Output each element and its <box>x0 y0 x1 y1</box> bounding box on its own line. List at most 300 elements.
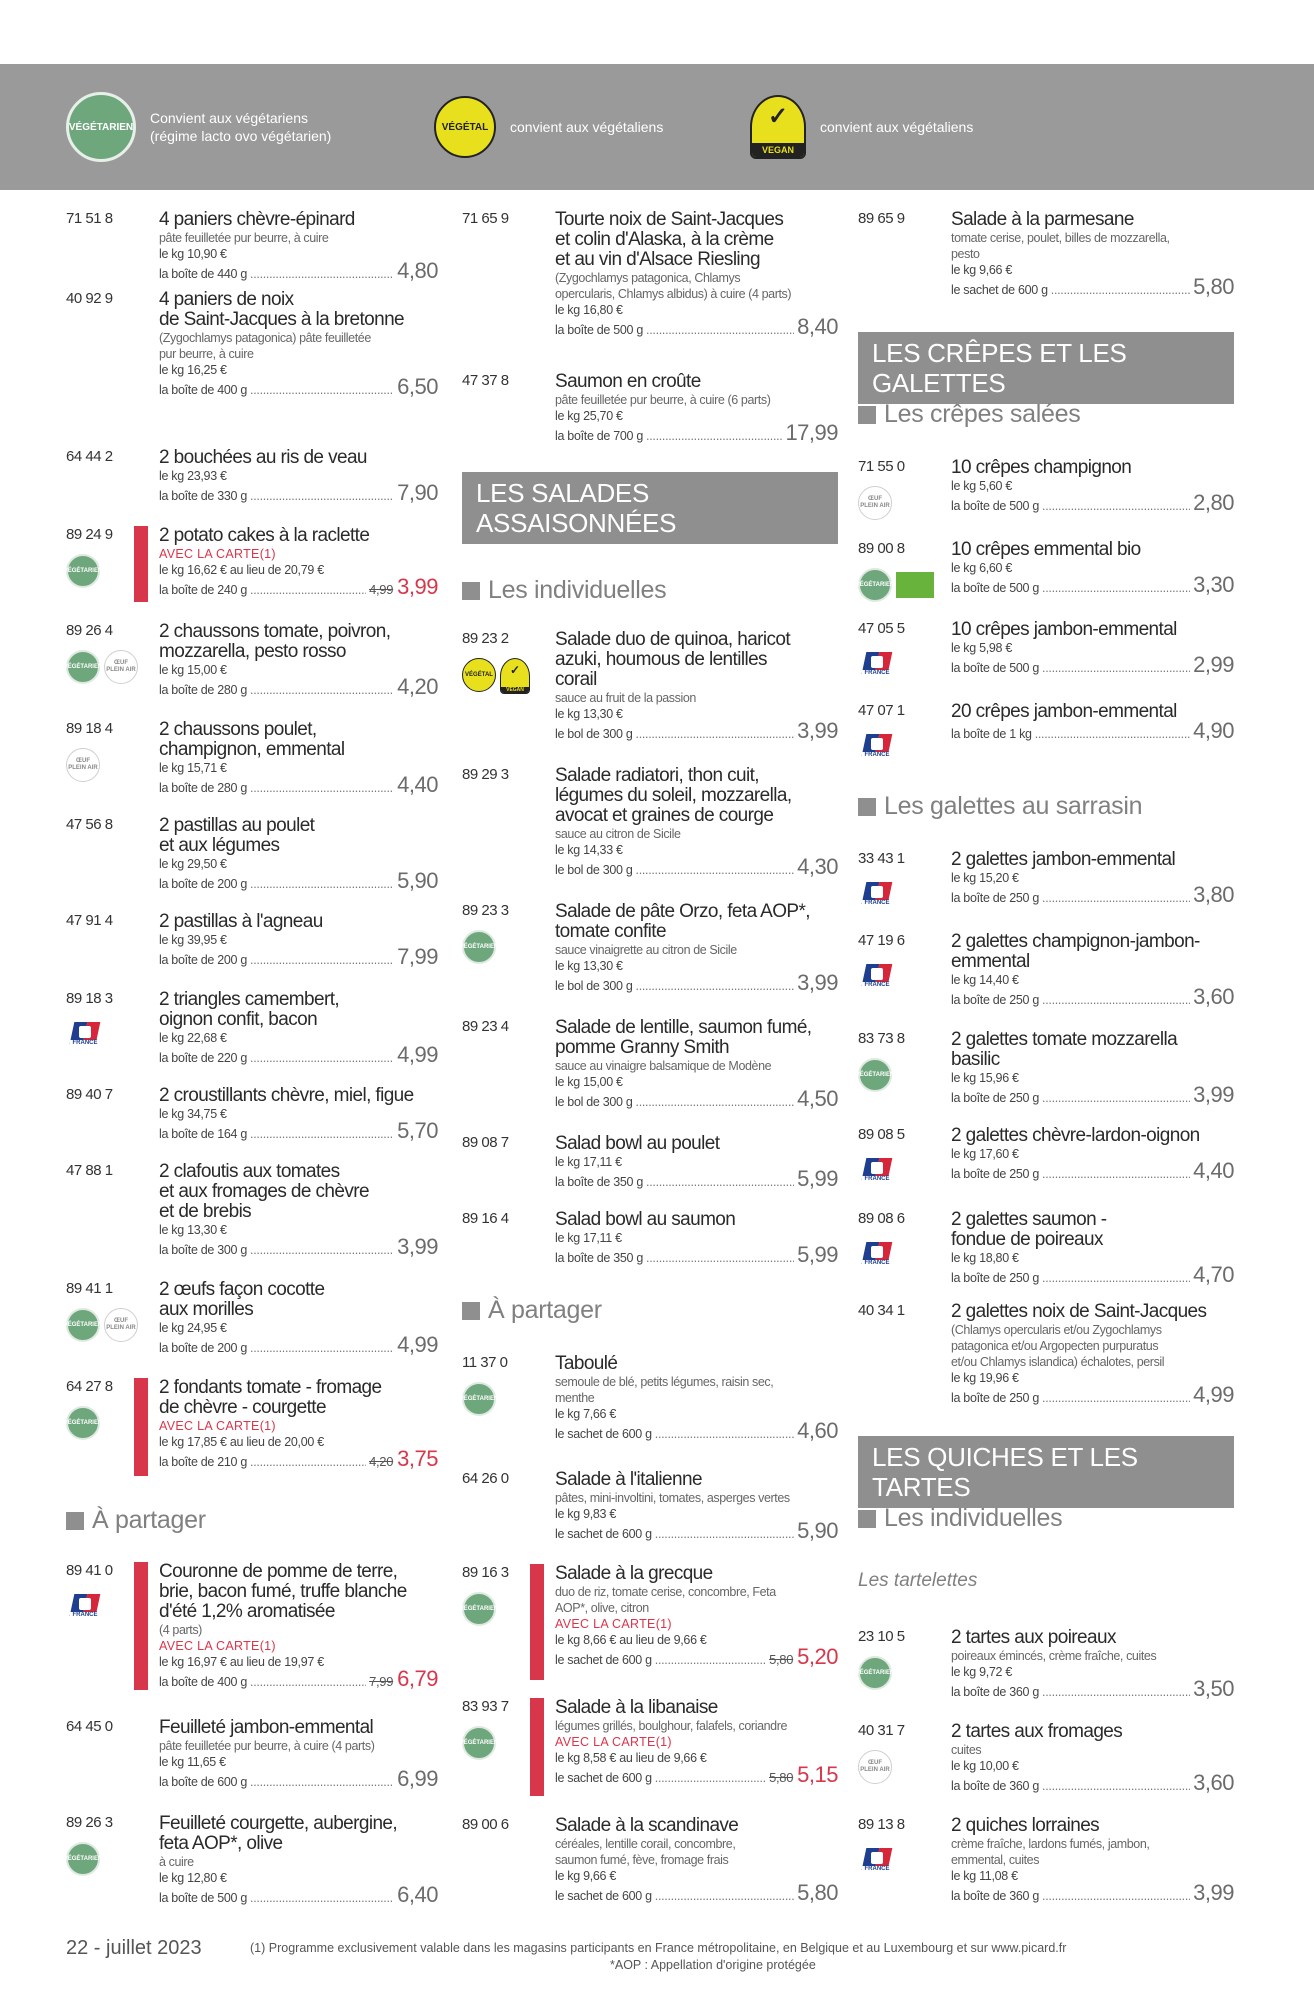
made-in-france-icon: FRANCE <box>858 1154 896 1188</box>
price-per-kg: le kg 15,00 € <box>159 663 227 677</box>
product-details <box>555 1134 838 1191</box>
loyalty-card-promo: AVEC LA CARTE(1) <box>159 547 276 561</box>
product-name: Salade de pâte Orzo, feta AOP*, <box>555 901 810 922</box>
product-price: 4,20 <box>397 674 438 699</box>
product-name: 10 crêpes champignon <box>951 457 1132 478</box>
dot-leader <box>1042 1683 1190 1701</box>
price-line <box>951 274 1234 299</box>
product-code: 89 24 9 <box>66 526 113 543</box>
price-per-kg: le kg 5,98 € <box>951 641 1013 655</box>
product-price: 4,90 <box>1193 718 1234 743</box>
price-line <box>555 1086 838 1111</box>
product-name: 2 quiches lorraines <box>951 1815 1100 1836</box>
product-details <box>951 1126 1234 1183</box>
dot-leader <box>250 381 394 399</box>
dot-leader <box>1042 1389 1190 1407</box>
product-code: 47 56 8 <box>66 816 113 833</box>
price-line <box>159 944 438 969</box>
price-per-kg: le kg 16,25 € <box>159 363 227 377</box>
product-price: 3,60 <box>1193 1770 1234 1795</box>
package-size: la boîte de 360 g <box>951 1685 1040 1699</box>
vegan-icon: ✓ VEGAN <box>500 658 530 694</box>
product-description: et/ou Chlamys islandica) échalotes, persil <box>951 1355 1165 1369</box>
product-code: 89 08 6 <box>858 1210 905 1227</box>
product-badges <box>855 1058 895 1092</box>
product-details <box>555 1816 838 1905</box>
price-line <box>951 1382 1234 1407</box>
made-in-france-icon: FRANCE <box>858 878 896 912</box>
product-price: 3,30 <box>1193 572 1234 597</box>
price-per-kg: le kg 22,68 € <box>159 1031 227 1045</box>
package-size: la boîte de 280 g <box>159 683 248 697</box>
legend-vegetarian <box>66 64 331 190</box>
package-size: la boîte de 200 g <box>159 953 248 967</box>
made-in-france-icon: FRANCE <box>66 1018 104 1052</box>
package-size: la boîte de 250 g <box>951 1167 1040 1181</box>
dot-leader <box>1042 497 1190 515</box>
product-code: 71 65 9 <box>462 210 509 227</box>
price-line <box>159 1234 438 1259</box>
product-description: patagonica et/ou Argopecten purpuratus <box>951 1339 1159 1353</box>
egg-free-range-icon: ŒUF PLEIN AIR <box>66 748 100 782</box>
product-name: 2 croustillants chèvre, miel, figue <box>159 1085 414 1106</box>
product-name: champignon, emmental <box>159 739 345 760</box>
product-details <box>159 990 438 1067</box>
price-per-kg: le kg 16,62 € au lieu de 20,79 € <box>159 563 324 577</box>
product-price: 3,99 <box>1193 1082 1234 1107</box>
product-badges <box>858 1238 896 1272</box>
price-per-kg: le kg 11,08 € <box>951 1869 1018 1883</box>
product-details <box>159 526 438 599</box>
package-size: la boîte de 250 g <box>951 891 1040 905</box>
product-badges <box>858 648 896 682</box>
product-description: pâte feuilletée pur beurre, à cuire <box>159 231 329 245</box>
product-details <box>555 210 838 339</box>
dot-leader <box>636 725 795 743</box>
package-size: la boîte de 500 g <box>159 1891 248 1905</box>
price-line <box>159 1332 438 1357</box>
product-name: pomme Granny Smith <box>555 1037 729 1058</box>
product-description: opercularis, Chlamys albidus) à cuire (4 parts) <box>555 287 792 301</box>
price-line <box>555 1644 838 1669</box>
product-description: pâte feuilletée pur beurre, à cuire (4 parts) <box>159 1739 375 1753</box>
product-name: Salade duo de quinoa, haricot <box>555 629 791 650</box>
product-name: 2 œufs façon cocotte <box>159 1279 325 1300</box>
square-bullet-icon <box>858 1510 876 1528</box>
dot-leader <box>655 1525 794 1543</box>
product-price: 5,99 <box>797 1166 838 1191</box>
dot-leader <box>1051 281 1190 299</box>
product-name: basilic <box>951 1049 1000 1070</box>
product-badges <box>462 658 530 694</box>
product-name: et colin d'Alaska, à la crème <box>555 229 774 250</box>
product-name: de chèvre - courgette <box>159 1397 326 1418</box>
package-size: la boîte de 210 g <box>159 1455 248 1469</box>
promo-marker <box>530 1698 544 1796</box>
square-bullet-icon <box>462 582 480 600</box>
package-size: la boîte de 240 g <box>159 583 248 597</box>
product-price: 4,70 <box>1193 1262 1234 1287</box>
product-name: 2 chaussons tomate, poivron, <box>159 621 391 642</box>
product-name: 2 pastillas à l'agneau <box>159 911 323 932</box>
product-code: 89 26 4 <box>66 622 113 639</box>
price-line <box>555 1418 838 1443</box>
egg-free-range-icon: ŒUF PLEIN AIR <box>858 486 892 520</box>
product-badges <box>858 960 896 994</box>
product-name: Saumon en croûte <box>555 371 701 392</box>
loyalty-card-promo: AVEC LA CARTE(1) <box>159 1419 276 1433</box>
dot-leader <box>250 875 394 893</box>
price-line <box>555 420 838 445</box>
legend-vegetal <box>434 64 663 190</box>
price-per-kg: le kg 9,66 € <box>951 263 1013 277</box>
product-code: 89 08 5 <box>858 1126 905 1143</box>
dot-leader <box>250 1125 394 1143</box>
price-per-kg: le kg 7,66 € <box>555 1407 617 1421</box>
product-badges <box>63 1308 138 1342</box>
product-price: 6,50 <box>397 374 438 399</box>
old-price: 4,20 <box>369 1454 394 1469</box>
old-price: 7,99 <box>369 1674 394 1689</box>
product-price: 3,99 <box>797 970 838 995</box>
package-size: la boîte de 500 g <box>951 499 1040 513</box>
subsection-heading <box>858 1504 1062 1533</box>
product-code: 47 07 1 <box>858 702 905 719</box>
package-size: le sachet de 600 g <box>951 283 1048 297</box>
dot-leader <box>1042 991 1190 1009</box>
product-code: 89 16 4 <box>462 1210 509 1227</box>
product-code: 89 29 3 <box>462 766 509 783</box>
package-size: la boîte de 350 g <box>555 1175 644 1189</box>
product-code: 47 88 1 <box>66 1162 113 1179</box>
price-line <box>159 1118 438 1143</box>
product-name: 10 crêpes emmental bio <box>951 539 1141 560</box>
product-description: céréales, lentille corail, concombre, <box>555 1837 736 1851</box>
price-line <box>555 1242 838 1267</box>
product-price: 3,50 <box>1193 1676 1234 1701</box>
price-per-kg: le kg 19,96 € <box>951 1371 1019 1385</box>
product-name: Salade à l'italienne <box>555 1469 702 1490</box>
subsection-subheading: Les tartelettes <box>858 1570 978 1591</box>
product-details <box>159 622 438 699</box>
product-description: crème fraîche, lardons fumés, jambon, <box>951 1837 1150 1851</box>
product-description: sauce au vinaigre balsamique de Modène <box>555 1059 772 1073</box>
price-line <box>555 1762 838 1787</box>
product-description: menthe <box>555 1391 595 1405</box>
subsection-heading-label: Les individuelles <box>488 576 667 604</box>
product-name: et aux fromages de chèvre <box>159 1181 369 1202</box>
package-size: la boîte de 250 g <box>951 1091 1040 1105</box>
price-per-kg: le kg 5,60 € <box>951 479 1013 493</box>
vegetarian-icon: VÉGÉTARIEN <box>462 1592 496 1626</box>
product-name: 2 galettes chèvre-lardon-oignon <box>951 1125 1200 1146</box>
product-price: 6,99 <box>397 1766 438 1791</box>
product-price: 6,40 <box>397 1882 438 1907</box>
product-code: 64 27 8 <box>66 1378 113 1395</box>
dot-leader <box>250 1049 394 1067</box>
product-description: duo de riz, tomate cerise, concombre, Feta <box>555 1585 776 1599</box>
product-details <box>555 372 838 445</box>
square-bullet-icon <box>858 798 876 816</box>
product-name: 2 galettes champignon-jambon- <box>951 931 1200 952</box>
product-description: cuites <box>951 1743 982 1757</box>
subsection-heading-label: Les galettes au sarrasin <box>884 792 1143 820</box>
legend-vegetarian-line2: (régime lacto ovo végétarien) <box>150 128 332 144</box>
product-name: fondue de poireaux <box>951 1229 1103 1250</box>
product-price: 3,99 <box>1193 1880 1234 1905</box>
product-details <box>951 932 1234 1009</box>
dot-leader <box>646 1249 794 1267</box>
package-size: le bol de 300 g <box>555 979 633 993</box>
product-description: (4 parts) <box>159 1623 202 1637</box>
product-badges <box>66 1018 104 1052</box>
dot-leader <box>250 581 366 599</box>
product-badges <box>63 650 138 684</box>
product-price: 3,99 <box>797 718 838 743</box>
product-name: aux morilles <box>159 1299 254 1320</box>
package-size: le sachet de 600 g <box>555 1427 652 1441</box>
product-details <box>555 1698 838 1787</box>
diet-legend-banner <box>0 64 1314 190</box>
product-name: légumes du soleil, mozzarella, <box>555 785 792 806</box>
price-line <box>555 718 838 743</box>
dot-leader <box>1042 1165 1190 1183</box>
product-description: sauce au fruit de la passion <box>555 691 696 705</box>
product-name: 2 galettes jambon-emmental <box>951 849 1176 870</box>
product-name: Feuilleté courgette, aubergine, <box>159 1813 398 1834</box>
product-badges <box>459 1592 499 1626</box>
price-per-kg: le kg 39,95 € <box>159 933 227 947</box>
price-per-kg: le kg 9,72 € <box>951 1665 1013 1679</box>
product-details <box>951 1722 1234 1795</box>
product-code: 89 18 3 <box>66 990 113 1007</box>
dot-leader <box>636 977 795 995</box>
dot-leader <box>1042 1777 1190 1795</box>
product-code: 89 23 4 <box>462 1018 509 1035</box>
product-code: 83 73 8 <box>858 1030 905 1047</box>
price-per-kg: le kg 6,60 € <box>951 561 1013 575</box>
product-description: emmental, cuites <box>951 1853 1040 1867</box>
price-per-kg: le kg 15,96 € <box>951 1071 1019 1085</box>
price-per-kg: le kg 13,30 € <box>159 1223 227 1237</box>
product-price: 4,40 <box>397 772 438 797</box>
dot-leader <box>1042 579 1190 597</box>
product-name: 20 crêpes jambon-emmental <box>951 701 1177 722</box>
dot-leader <box>250 265 394 283</box>
product-price: 4,99 <box>397 1042 438 1067</box>
product-price: 5,80 <box>1193 274 1234 299</box>
price-per-kg: le kg 17,60 € <box>951 1147 1019 1161</box>
promo-marker <box>134 1562 148 1690</box>
price-per-kg: le kg 15,71 € <box>159 761 227 775</box>
price-line <box>159 674 438 699</box>
promo-price: 3,99 <box>397 574 438 599</box>
product-code: 47 37 8 <box>462 372 509 389</box>
dot-leader <box>646 1173 794 1191</box>
product-price: 4,60 <box>797 1418 838 1443</box>
product-details <box>951 620 1234 677</box>
product-badges <box>459 930 499 964</box>
square-bullet-icon <box>858 406 876 424</box>
price-line <box>951 1770 1234 1795</box>
made-in-france-icon: FRANCE <box>858 1238 896 1272</box>
footnote-aop: *AOP : Appellation d'origine protégée <box>610 1958 816 1972</box>
dot-leader <box>250 1453 366 1471</box>
product-code: 83 93 7 <box>462 1698 509 1715</box>
product-badges <box>459 1382 499 1416</box>
dot-leader <box>1042 1089 1190 1107</box>
product-name: emmental <box>951 951 1030 972</box>
legend-vegan <box>750 64 973 190</box>
organic-eu-leaf-icon <box>896 572 934 598</box>
old-price: 5,80 <box>769 1652 794 1667</box>
package-size: la boîte de 330 g <box>159 489 248 503</box>
price-line <box>951 984 1234 1009</box>
dot-leader <box>655 1887 794 1905</box>
product-name: 2 galettes tomate mozzarella <box>951 1029 1178 1050</box>
made-in-france-icon: FRANCE <box>858 730 896 764</box>
product-code: 64 44 2 <box>66 448 113 465</box>
dot-leader <box>646 321 794 339</box>
package-size: la boîte de 250 g <box>951 993 1040 1007</box>
subsection-heading-label: Les individuelles <box>884 1504 1063 1532</box>
product-name: et aux légumes <box>159 835 280 856</box>
product-price: 17,99 <box>785 420 838 445</box>
price-per-kg: le kg 16,97 € au lieu de 19,97 € <box>159 1655 324 1669</box>
subsection-heading-label: Les crêpes salées <box>884 400 1081 428</box>
price-line <box>555 970 838 995</box>
price-per-kg: le kg 13,30 € <box>555 959 623 973</box>
product-description: sauce vinaigrette au citron de Sicile <box>555 943 737 957</box>
product-code: 47 91 4 <box>66 912 113 929</box>
loyalty-card-promo: AVEC LA CARTE(1) <box>555 1617 672 1631</box>
package-size: la boîte de 164 g <box>159 1127 248 1141</box>
product-details <box>951 702 1234 743</box>
product-details <box>951 210 1234 299</box>
dot-leader <box>250 1773 394 1791</box>
product-name: Salade radiatori, thon cuit, <box>555 765 759 786</box>
product-price: 5,80 <box>797 1880 838 1905</box>
product-description: AOP*, olive, citron <box>555 1601 649 1615</box>
vegan-icon: ✓ VEGAN <box>750 95 806 159</box>
product-price: 4,80 <box>397 258 438 283</box>
footnotes <box>250 1940 1066 1974</box>
product-description: semoule de blé, petits légumes, raisin sec, <box>555 1375 774 1389</box>
product-description: (Zygochlamys patagonica, Chlamys <box>555 271 741 285</box>
price-per-kg: le kg 14,40 € <box>951 973 1019 987</box>
product-code: 40 92 9 <box>66 290 113 307</box>
package-size: le bol de 300 g <box>555 1095 633 1109</box>
price-per-kg: le kg 18,80 € <box>951 1251 1019 1265</box>
price-per-kg: le kg 34,75 € <box>159 1107 227 1121</box>
product-price: 5,90 <box>397 868 438 893</box>
product-details <box>951 1210 1234 1287</box>
product-description: saumon fumé, fève, fromage frais <box>555 1853 729 1867</box>
product-badges <box>63 1842 103 1876</box>
vegetarian-icon: VÉGÉTARIEN <box>858 568 892 602</box>
vegetarian-icon: VÉGÉTARIEN <box>66 1842 100 1876</box>
product-details <box>159 1562 438 1691</box>
product-code: 89 41 1 <box>66 1280 113 1297</box>
product-name: 2 pastillas au poulet <box>159 815 315 836</box>
product-details <box>555 1564 838 1669</box>
dot-leader <box>250 681 394 699</box>
egg-free-range-icon: ŒUF PLEIN AIR <box>858 1750 892 1784</box>
made-in-france-icon: FRANCE <box>66 1590 104 1624</box>
product-name: Tourte noix de Saint-Jacques <box>555 209 784 230</box>
product-badges <box>66 748 100 782</box>
vegetarian-icon: VÉGÉTARIEN <box>66 554 100 588</box>
price-line <box>555 1518 838 1543</box>
loyalty-card-promo: AVEC LA CARTE(1) <box>555 1735 672 1749</box>
product-price: 3,60 <box>1193 984 1234 1009</box>
product-description: pur beurre, à cuire <box>159 347 254 361</box>
product-price: 8,40 <box>797 314 838 339</box>
product-description: sauce au citron de Sicile <box>555 827 681 841</box>
price-line <box>159 574 438 599</box>
product-name: mozzarella, pesto rosso <box>159 641 346 662</box>
product-name: 2 galettes noix de Saint-Jacques <box>951 1301 1207 1322</box>
product-name: Couronne de pomme de terre, <box>159 1561 398 1582</box>
package-size: la boîte de 280 g <box>159 781 248 795</box>
product-description: pesto <box>951 247 980 261</box>
price-per-kg: le kg 14,33 € <box>555 843 623 857</box>
package-size: le sachet de 600 g <box>555 1771 652 1785</box>
product-badges <box>858 878 896 912</box>
promo-price: 5,20 <box>797 1644 838 1669</box>
subsection-heading <box>66 1506 206 1535</box>
product-code: 89 23 2 <box>462 630 509 647</box>
product-name: 2 tartes aux fromages <box>951 1721 1123 1742</box>
price-line <box>159 1882 438 1907</box>
package-size: le bol de 300 g <box>555 863 633 877</box>
product-details <box>951 1302 1234 1407</box>
package-size: la boîte de 440 g <box>159 267 248 281</box>
product-price: 4,30 <box>797 854 838 879</box>
legend-vegetarian-line1: Convient aux végétariens <box>150 110 308 126</box>
product-name: Salad bowl au saumon <box>555 1209 736 1230</box>
product-details <box>555 766 838 879</box>
price-line <box>951 652 1234 677</box>
price-per-kg: le kg 12,80 € <box>159 1871 227 1885</box>
price-line <box>951 718 1234 743</box>
price-line <box>555 854 838 879</box>
product-code: 89 41 0 <box>66 1562 113 1579</box>
product-code: 33 43 1 <box>858 850 905 867</box>
product-name: brie, bacon fumé, truffe blanche <box>159 1581 407 1602</box>
dot-leader <box>250 779 394 797</box>
promo-marker <box>134 1378 148 1476</box>
section-heading-line: LES SALADES <box>476 478 650 508</box>
product-code: 89 26 3 <box>66 1814 113 1831</box>
product-details <box>159 448 438 505</box>
subsection-heading-label: À partager <box>92 1506 206 1534</box>
product-price: 5,99 <box>797 1242 838 1267</box>
price-line <box>159 1766 438 1791</box>
product-details <box>159 1718 438 1791</box>
price-line <box>159 480 438 505</box>
vegetarian-icon: VÉGÉTARIEN <box>66 1308 100 1342</box>
dot-leader <box>250 951 394 969</box>
price-line <box>159 258 438 283</box>
product-badges <box>858 1154 896 1188</box>
price-per-kg: le kg 11,65 € <box>159 1755 226 1769</box>
product-price: 4,99 <box>397 1332 438 1357</box>
dot-leader <box>250 1673 366 1691</box>
product-details <box>951 1816 1234 1905</box>
package-size: la boîte de 360 g <box>951 1889 1040 1903</box>
dot-leader <box>250 1889 394 1907</box>
